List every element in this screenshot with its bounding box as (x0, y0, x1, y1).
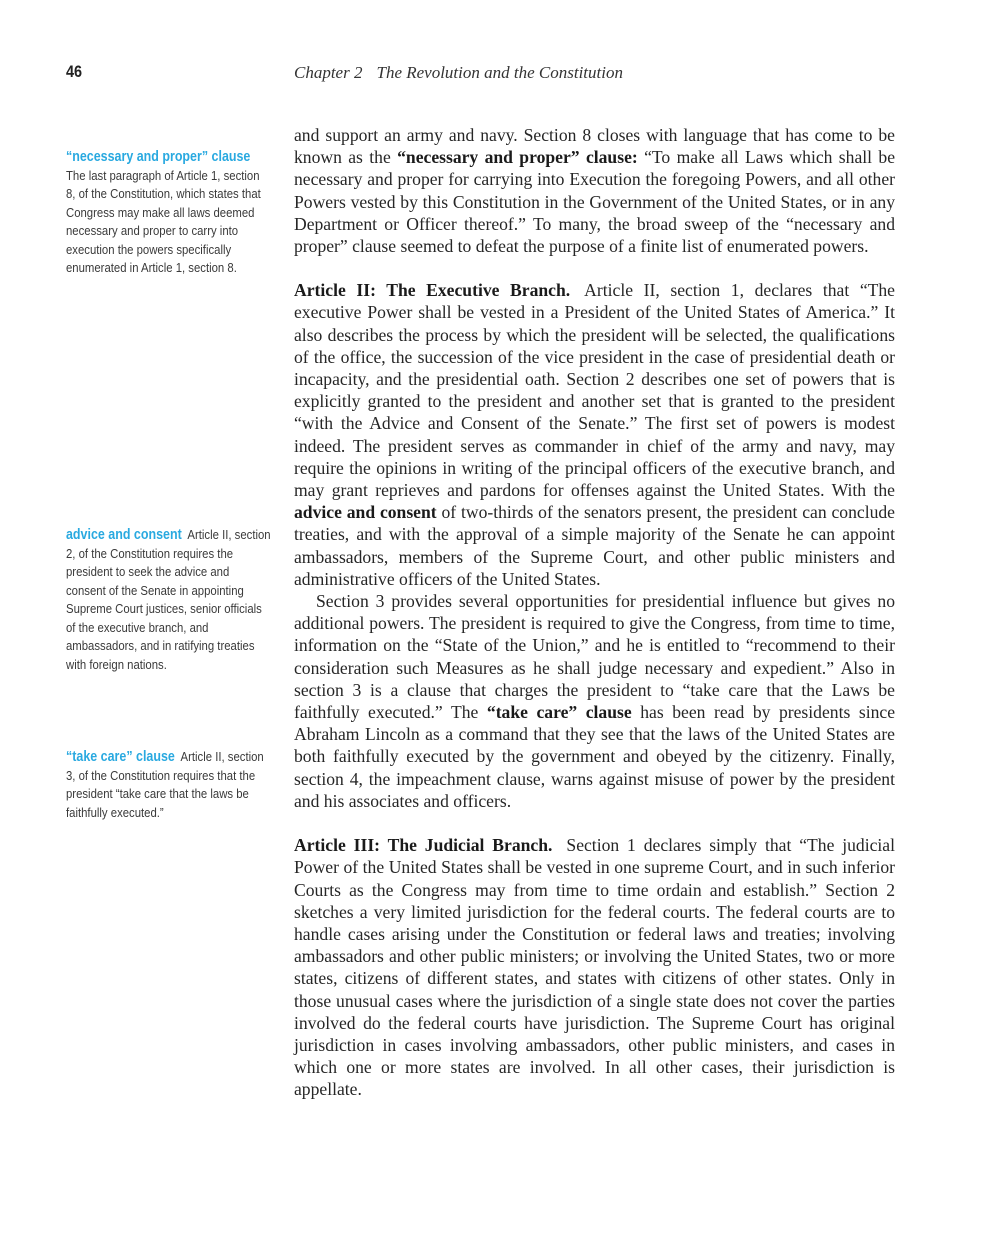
key-term-necessary-and-proper: “necessary and proper” clause: (397, 147, 638, 168)
running-head (294, 63, 623, 83)
text-run: Section 1 declares simply that “The judicial Power of the United States shall be vested in one supreme Court, and in such inferior Courts as the Congress may from time to time ordain and establish.” Section 2 sketches a very limited jurisdiction for the federal courts. The federal courts are to handle cases arising under the Constitution or federal laws and treaties; involving ambassadors and other public ministers; or involving the United States, two or more states, citizens of different states, and states with citizens of other states. Only in those unusual cases where the jurisdiction of a single state does not cover the parties involved do the federal courts have jurisdiction. The Supreme Court has original jurisdiction in cases involving ambassadors, other public ministers, and cases in which one or more states are involved. In all other cases, their jurisdiction is appellate. (294, 835, 896, 1100)
text-run: has been read by presidents since Abraham Lincoln as a command that they see that the laws of the United States are both faithfully executed by the government and obeyed by the citizenry. Finally, section 4, the impeachment clause, warns against misuse of power by the president and his associates and officers. (294, 702, 896, 811)
paragraph-article-3 (294, 834, 895, 1100)
paragraph-article-2 (294, 279, 895, 590)
key-term-take-care: “take care” clause (486, 702, 632, 723)
glossary-note-necessary-and-proper (66, 148, 271, 278)
glossary-term: “necessary and proper” clause (66, 149, 251, 165)
body-text (294, 124, 895, 1101)
text-run: and support an army and navy. Section 8 closes with language that has come to be known as the (294, 125, 895, 168)
text-run: “To make all Laws which shall be necessary and proper for carrying into Execution the foregoing Powers, and all other Powers vested by this Constitution in the Government of the United States, or in any Department or Officer thereof.” To many, the broad sweep of the “necessary and proper” clause seemed to defeat the purpose of a finite list of enumerated powers. (294, 147, 896, 257)
glossary-term: “take care” clause (66, 749, 175, 765)
chapter-title: The Revolution and the Constitution (376, 63, 623, 82)
text-run: Section 3 provides several opportunities for presidential influence but gives no additional powers. The president is required to give the Congress, from time to time, information on the “State of the Union,” and he is entitled to “recommend to their consideration such Measures as he shall judge necessary and expedient.” Also in section 3 is a clause that charges the president to “take care that the Laws be faithfully executed.” The (294, 591, 895, 723)
text-run: of two-thirds of the senators present, the president can conclude treaties, and with the approval of a simple majority of the Senate he can appoint ambassadors, members of the Supreme Court, and other public ministers and administrative officers of the United States. (294, 502, 895, 589)
key-term-advice-and-consent: advice and consent (294, 502, 437, 523)
paragraph-section-3 (294, 590, 895, 812)
glossary-note-advice-and-consent (66, 526, 271, 674)
paragraph-article-1-end (294, 124, 895, 257)
page-number: 46 (66, 62, 83, 81)
section-heading-judicial: Article III: The Judicial Branch. (294, 835, 553, 856)
glossary-definition: Article II, section 2, of the Constitution requires the president to seek the advice and consent of the Senate in appointing Supreme Court justices, senior officials of the executive branch, and ambassadors, and in ratifying treaties with foreign nations. (66, 527, 271, 672)
section-heading-executive: Article II: The Executive Branch. (294, 280, 571, 301)
text-run: Article II, section 1, declares that “The executive Power shall be vested in a President of the United States of America.” It also describes the process by which the president will be selected, the qualifications of the office, the succession of the vice president in the case of presidential death or incapacity, and the presidential oath. Section 2 describes one set of powers that is explicitly granted to the president and another set that is granted to the president “with the Advice and Consent of the Senate.” The first set of powers is modest indeed. The president serves as commander in chief of the army and navy, may require the opinions in writing of the principal officers of the executive branch, and may grant reprieves and pardons for offenses against the United States. With the (294, 280, 895, 501)
glossary-definition: The last paragraph of Article 1, section 8, of the Constitution, which states that Congress may make all laws deemed necessary and proper to carry into execution the powers specifically enumerated in Article 1, section 8. (66, 167, 261, 275)
glossary-term: advice and consent (66, 527, 182, 543)
glossary-definition: Article II, section 3, of the Constitution requires that the president “take care that the laws be faithfully executed.” (66, 749, 264, 820)
chapter-label: Chapter 2 (294, 63, 363, 82)
glossary-note-take-care (66, 748, 271, 822)
